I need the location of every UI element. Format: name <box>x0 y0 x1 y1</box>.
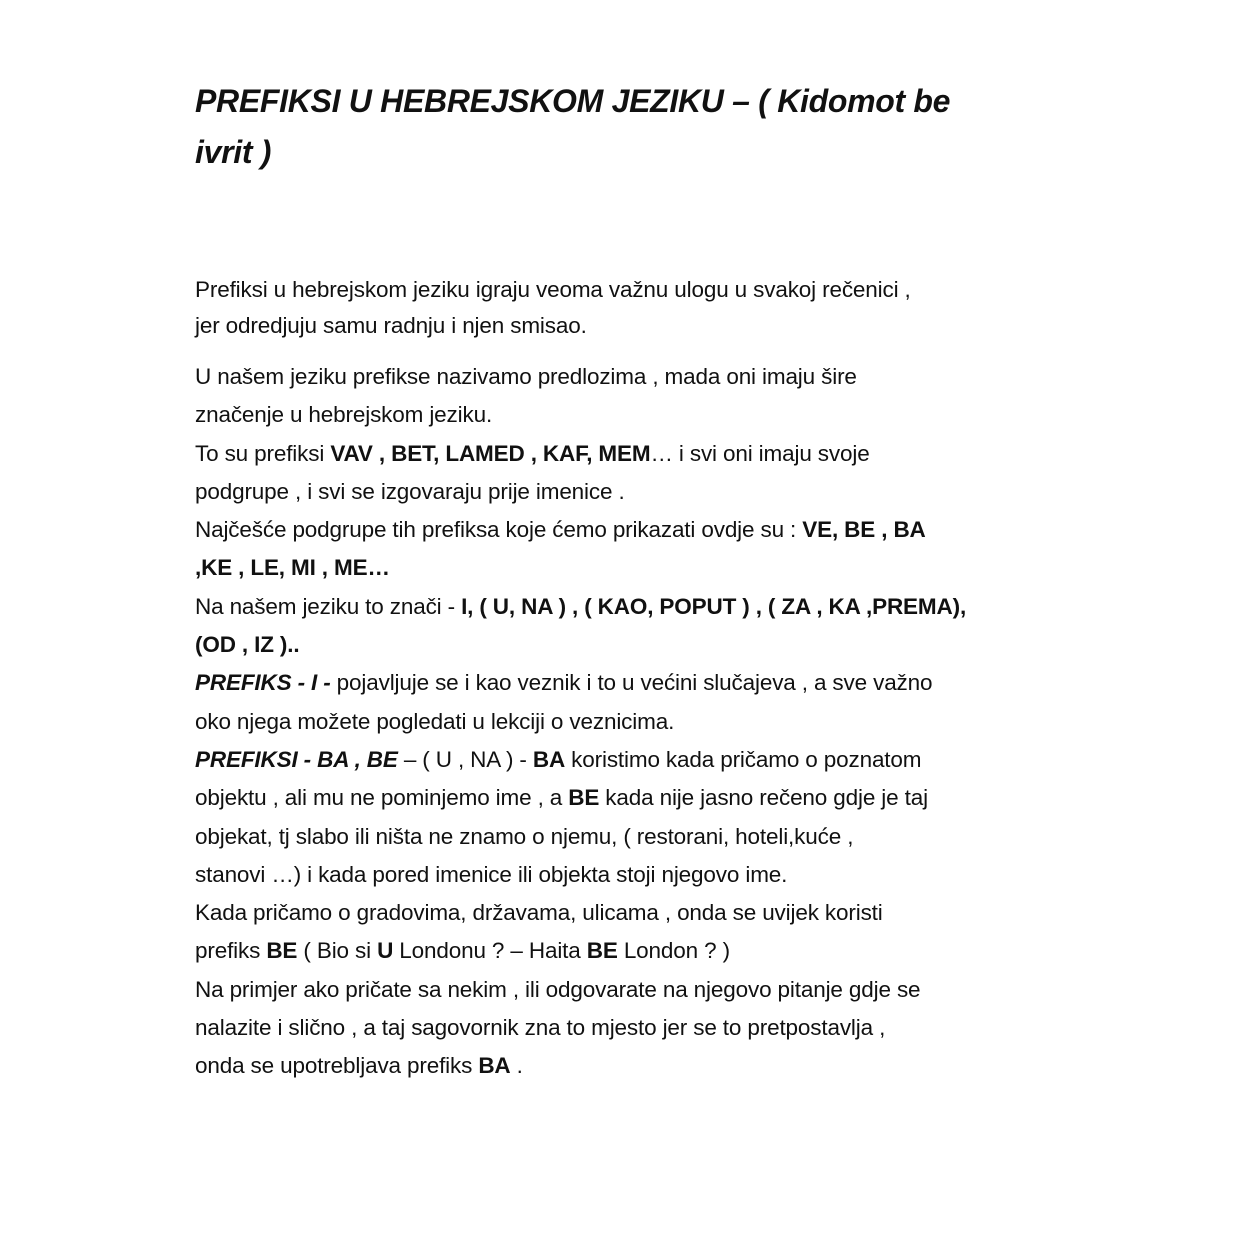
bold-term: (OD , IZ ).. <box>195 632 300 658</box>
bold-term: BE <box>586 938 618 964</box>
text-line: Kada pričamo o gradovima, državama, ulicama , onda se uvijek koristi <box>195 900 883 926</box>
text-line <box>195 741 1040 779</box>
paragraph-prefiksi-list <box>195 435 1040 512</box>
paragraph-prefiks-i <box>195 664 1040 741</box>
paragraph-predlozi <box>195 358 1040 435</box>
bold-term: VAV , BET, LAMED , KAF, MEM <box>330 440 651 466</box>
text-span: Na našem jeziku to znači - <box>195 593 462 619</box>
paragraph-intro <box>195 272 1040 344</box>
text-line: objekat, tj slabo ili ništa ne znamo o njemu, ( restorani, hoteli,kuće , <box>195 823 854 849</box>
bold-term: BE <box>568 785 600 811</box>
text-span: … i svi oni imaju svoje <box>650 440 870 466</box>
text-line <box>195 511 1040 549</box>
text-line: podgrupe , i svi se izgovaraju prije imenice . <box>195 478 625 504</box>
title-line-1: PREFIKSI U HEBREJSKOM JEZIKU – ( Kidomot be <box>195 83 951 119</box>
text-line: Prefiksi u hebrejskom jeziku igraju veoma važnu ulogu u svakoj rečenici , <box>195 277 911 302</box>
paragraph-gradovi <box>195 894 1040 971</box>
bold-term: U <box>377 938 394 964</box>
paragraph-podgrupe <box>195 511 1040 588</box>
document-page <box>195 76 1040 1079</box>
bold-italic-heading: PREFIKS - I - <box>195 670 331 696</box>
bold-term: I, ( U, NA ) , ( KAO, POPUT ) , ( ZA , KA ,PREMA), <box>461 593 967 619</box>
text-span: Najčešće podgrupe tih prefiksa koje ćemo prikazati ovdje su : <box>195 517 803 543</box>
bold-term: BE <box>266 938 298 964</box>
text-span: London ? ) <box>617 938 730 964</box>
text-span: To su prefiksi <box>195 440 331 466</box>
text-span: ( Bio si <box>297 938 378 964</box>
paragraph-znacenje <box>195 588 1040 665</box>
text-span: Londonu ? – Haita <box>393 938 587 964</box>
text-line: značenje u hebrejskom jeziku. <box>195 402 493 428</box>
text-line <box>195 435 1040 473</box>
text-line: Na primjer ako pričate sa nekim , ili odgovarate na njegovo pitanje gdje se <box>195 976 921 1002</box>
bold-italic-heading: PREFIKSI - BA , BE <box>195 746 398 772</box>
page-title <box>195 76 995 178</box>
text-span: . <box>510 1053 523 1079</box>
text-line <box>195 588 1040 626</box>
text-span: koristimo kada pričamo o poznatom <box>565 746 922 772</box>
text-line: jer odredjuju samu radnju i njen smisao. <box>195 313 587 338</box>
text-span: objektu , ali mu ne pominjemo ime , a <box>195 785 569 811</box>
title-line-2: ivrit ) <box>195 134 272 170</box>
paragraph-prefiksi-ba-be <box>195 741 1040 894</box>
text-line: oko njega možete pogledati u lekciji o veznicima. <box>195 708 675 734</box>
text-span: prefiks <box>195 938 267 964</box>
document-body <box>195 272 1040 1086</box>
text-line <box>195 779 1040 817</box>
text-line <box>195 932 1040 970</box>
text-line: stanovi …) i kada pored imenice ili objekta stoji njegovo ime. <box>195 861 788 887</box>
text-line <box>195 1047 1040 1085</box>
bold-term: ,KE , LE, MI , ME… <box>195 555 390 581</box>
text-span: pojavljuje se i kao veznik i to u većini slučajeva , a sve važno <box>330 670 933 696</box>
text-line: U našem jeziku prefikse nazivamo predlozima , mada oni imaju šire <box>195 364 857 389</box>
text-line <box>195 664 1040 702</box>
bold-term: BA <box>478 1053 511 1079</box>
text-span: onda se upotrebljava prefiks <box>195 1053 479 1079</box>
text-span: kada nije jasno rečeno gdje je taj <box>599 785 928 811</box>
bold-term: VE, BE , BA <box>802 517 926 543</box>
paragraph-primjer <box>195 971 1040 1086</box>
text-span: – ( U , NA ) - <box>397 746 533 772</box>
bold-term: BA <box>532 746 566 772</box>
text-line: nalazite i slično , a taj sagovornik zna to mjesto jer se to pretpostavlja , <box>195 1015 886 1041</box>
